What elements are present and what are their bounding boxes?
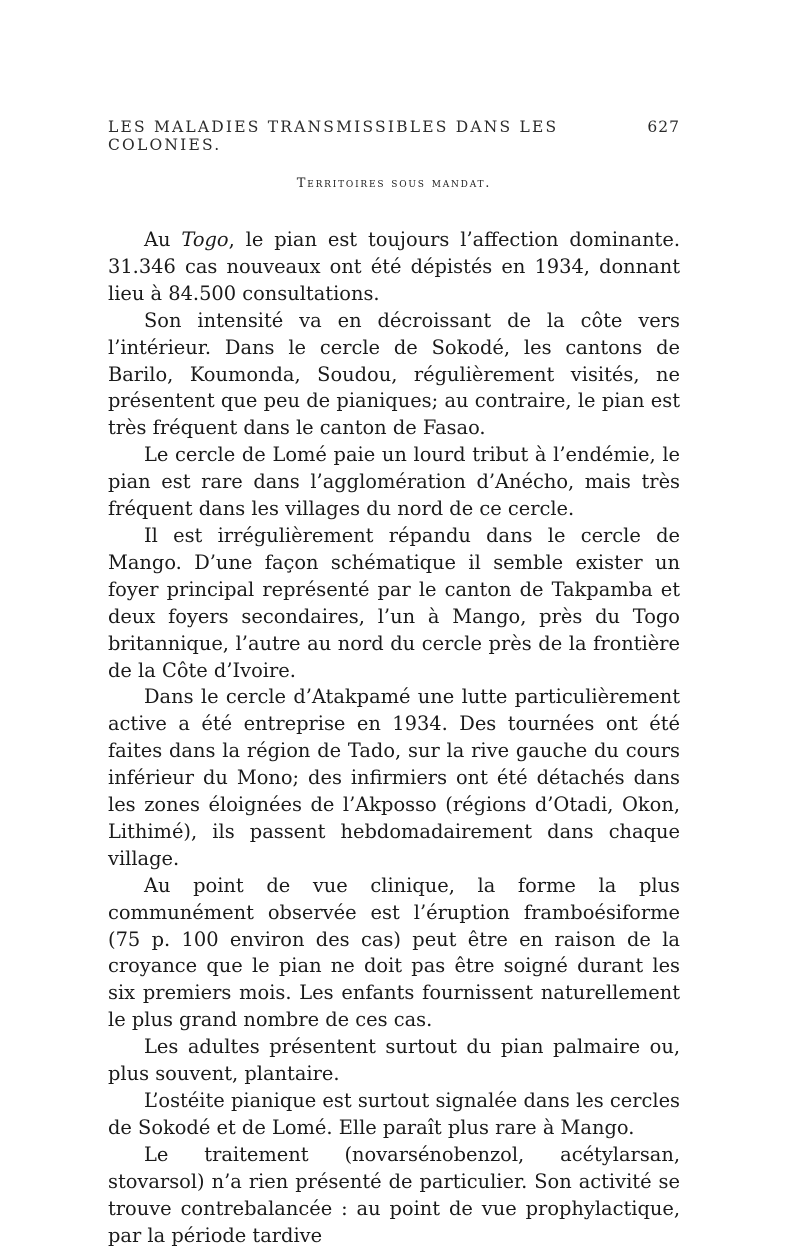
- paragraph-3: Le cercle de Lomé paie un lourd tribut à l’endémie, le pian est rare dans l’agglomération d’Anécho, mais très fréquent dans les villages du nord de ce cercle.: [108, 443, 680, 521]
- paragraph-9: Le traitement (novarsénobenzol, acétylarsan, stovarsol) n’a rien présenté de particulier. Son activité se trouve contrebalancée : au point de vue prophylactique, par la période tardive: [108, 1142, 680, 1247]
- running-title: LES MALADIES TRANSMISSIBLES DANS LES COLONIES.: [108, 118, 559, 154]
- page-number: 627: [647, 118, 680, 136]
- book-page: [108, 0, 680, 1245]
- paragraph-8: L’ostéite pianique est surtout signalée dans les cercles de Sokodé et de Lomé. Elle paraît plus rare à Mango.: [108, 1089, 680, 1139]
- paragraph-4: Il est irrégulièrement répandu dans le cercle de Mango. D’une façon schématique il semble exister un foyer principal représenté par le canton de Takpamba et deux foyers secondaires, l’un à Mango, près du Togo britannique, l’autre au nord du cercle près de la frontière de la Côte d’Ivoire.: [108, 523, 680, 682]
- paragraph-1-lead: Au: [144, 228, 182, 251]
- place-name-togo: Togo: [181, 228, 229, 251]
- paragraph-1-rest: , le pian est toujours l’affection dominante. 31.346 cas nouveaux ont été dépistés en 1934, donnant lieu à 84.500 consultations.: [108, 228, 680, 305]
- body-text: [108, 227, 680, 1249]
- paragraph-1: [108, 227, 680, 308]
- paragraph-2: Son intensité va en décroissant de la côte vers l’intérieur. Dans le cercle de Sokodé, les cantons de Barilo, Koumonda, Soudou, régulièrement visités, ne présentent que peu de pianiques; au contraire, le pian est très fréquent dans le canton de Fasao.: [108, 308, 680, 440]
- section-title: Territoires sous mandat.: [296, 176, 492, 191]
- paragraph-6: Au point de vue clinique, la forme la plus communément observée est l’éruption framboésiforme (75 p. 100 environ des cas) peut être en raison de la croyance que le pian ne doit pas être soigné durant les six premiers mois. Les enfants fournissent naturellement le plus grand nombre de ces cas.: [108, 873, 680, 1032]
- paragraph-7: Les adultes présentent surtout du pian palmaire ou, plus souvent, plantaire.: [108, 1035, 680, 1086]
- paragraph-5: Dans le cercle d’Atakpamé une lutte particulièrement active a été entreprise en 1934. Des tournées ont été faites dans la région de Tado, sur la rive gauche du cours inférieur du Mono; des infirmiers ont été détachés dans les zones éloignées de l’Akposso (régions d’Otadi, Okon, Lithimé), ils passent hebdomadairement dans chaque village.: [108, 685, 680, 870]
- running-header: [108, 118, 680, 154]
